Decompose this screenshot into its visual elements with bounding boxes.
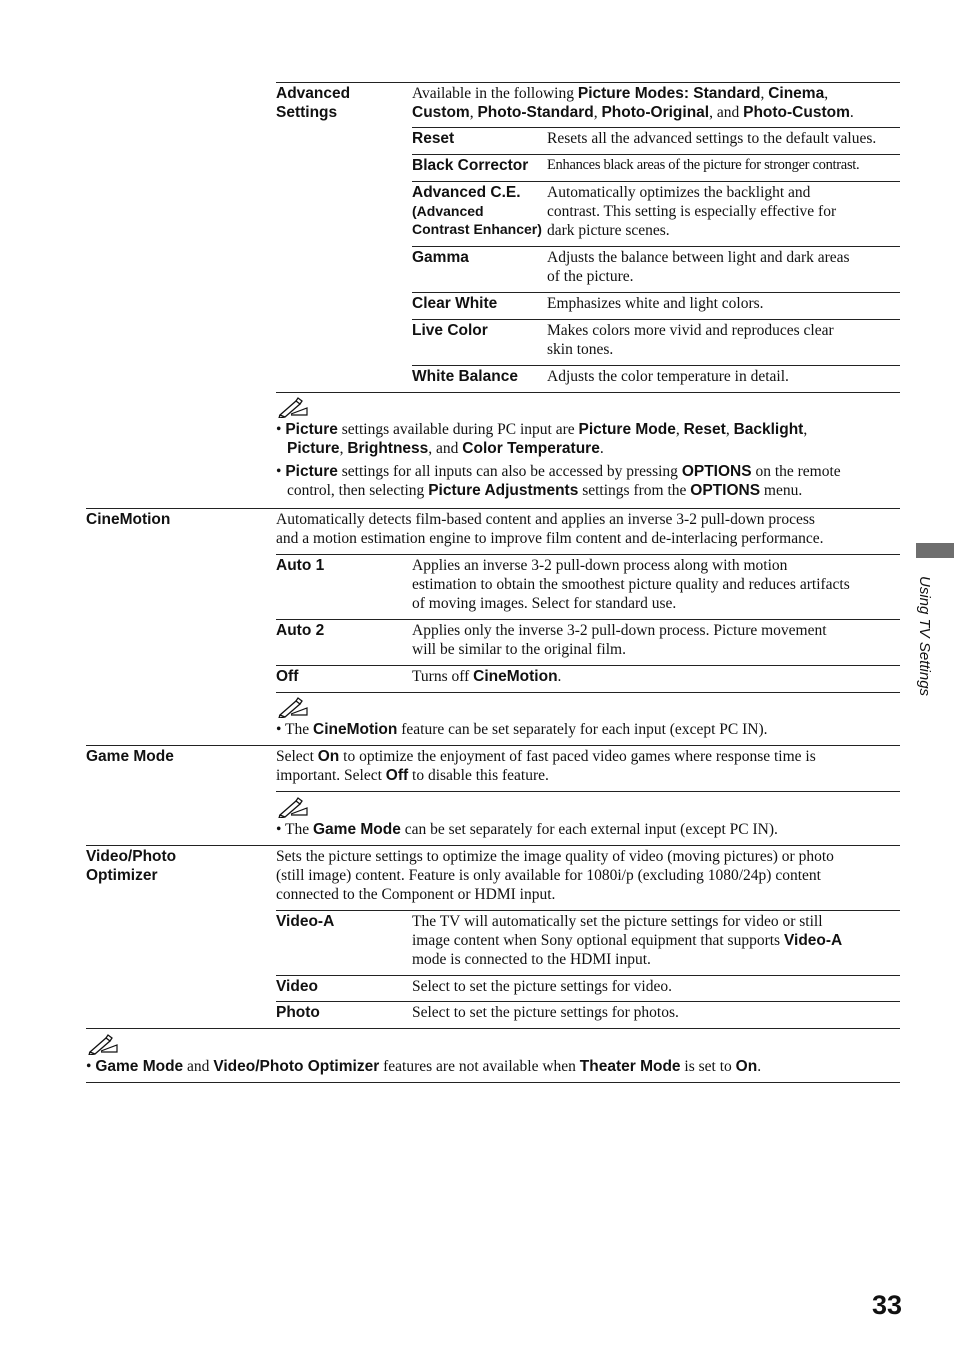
advanced-settings-intro: Available in the following Picture Modes: Standard, Cinema, Custom, Photo-Standard, Photo-Original, and Photo-Custom. <box>412 85 854 121</box>
section-side-label: Using TV Settings <box>916 576 933 697</box>
desc-photo: Select to set the picture settings for photos. <box>412 1004 679 1021</box>
desc-live-color: Makes colors more vivid and reproduces clear skin tones. <box>547 322 834 358</box>
game-mode-note: • The Game Mode can be set separately for each external input (except PC IN). <box>276 821 778 838</box>
term-black-corrector: Black Corrector <box>412 157 529 174</box>
optimizer-intro: Sets the picture settings to optimize the image quality of video (moving pictures) or photo (still image) content. Feature is only available for 1080i/p (excluding 1080/24p) content connected to the Component or HDMI input. <box>276 848 834 903</box>
section-rule <box>86 745 900 746</box>
desc-white-balance: Adjusts the color temperature in detail. <box>547 368 789 385</box>
section-tab-marker <box>916 543 954 558</box>
desc-reset: Resets all the advanced settings to the default values. <box>547 130 877 147</box>
page-number: 33 <box>871 1290 902 1320</box>
section-rule <box>86 845 900 846</box>
desc-video-a: The TV will automatically set the picture settings for video or still image content when Sony optional equipment that supports Video-A mode is connected to the HDMI input. <box>412 913 843 968</box>
game-mode-desc: Select On to optimize the enjoyment of fast paced video games where response time is important. Select Off to disable this feature. <box>276 748 816 784</box>
term-off: Off <box>276 668 299 685</box>
cinemotion-intro: Automatically detects film-based content and applies an inverse 3-2 pull-down process and a motion estimation engine to improve film content and de-interlacing performance. <box>276 511 824 547</box>
section-rule <box>86 1028 900 1029</box>
cinemotion-label: CineMotion <box>86 511 171 528</box>
term-clear-white: Clear White <box>412 295 498 312</box>
term-video: Video <box>276 978 318 995</box>
rule <box>412 154 900 155</box>
cinemotion-note: • The CineMotion feature can be set separately for each input (except PC IN). <box>276 721 768 738</box>
rule <box>412 292 900 293</box>
term-white-balance: White Balance <box>412 368 518 385</box>
rule <box>276 554 900 555</box>
note-pencil-icon <box>277 796 309 818</box>
desc-gamma: Adjusts the balance between light and dark areas of the picture. <box>547 249 850 285</box>
game-mode-label: Game Mode <box>86 748 174 765</box>
desc-black-corrector: Enhances black areas of the picture for stronger contrast. <box>547 157 860 173</box>
note-pencil-icon <box>277 696 309 718</box>
bottom-rule <box>86 1082 900 1083</box>
footer-note: • Game Mode and Video/Photo Optimizer features are not available when Theater Mode is set to On. <box>86 1058 762 1075</box>
desc-advanced-ce: Automatically optimizes the backlight and contrast. This setting is especially effective for dark picture scenes. <box>547 184 837 239</box>
term-auto-2: Auto 2 <box>276 622 325 639</box>
desc-clear-white: Emphasizes white and light colors. <box>547 295 764 312</box>
advanced-note-2: • Picture settings for all inputs can also be accessed by pressing OPTIONS on the remote control, then selecting Picture Adjustments settings from the OPTIONS menu. <box>276 463 841 499</box>
term-reset: Reset <box>412 130 455 147</box>
section-rule <box>86 508 900 509</box>
rule <box>412 246 900 247</box>
term-auto-1: Auto 1 <box>276 557 325 574</box>
rule <box>276 665 900 666</box>
note-pencil-icon <box>277 396 309 418</box>
term-photo: Photo <box>276 1004 320 1021</box>
rule <box>412 365 900 366</box>
rule <box>276 392 900 393</box>
rule <box>412 181 900 182</box>
rule <box>412 319 900 320</box>
advanced-note-1: • Picture settings available during PC input are Picture Mode, Reset, Backlight, Picture, Brightness, and Color Temperature. <box>276 421 808 457</box>
desc-auto-2: Applies only the inverse 3-2 pull-down process. Picture movement will be similar to the original film. <box>412 622 827 658</box>
rule <box>276 791 900 792</box>
advanced-settings-label: Advanced Settings <box>276 85 351 121</box>
desc-video: Select to set the picture settings for video. <box>412 978 672 995</box>
note-pencil-icon <box>87 1033 119 1055</box>
rule <box>276 692 900 693</box>
rule <box>276 1001 900 1002</box>
term-live-color: Live Color <box>412 322 488 339</box>
rule <box>276 975 900 976</box>
desc-auto-1: Applies an inverse 3-2 pull-down process along with motion estimation to obtain the smoothest picture quality and reduces artifacts of moving images. Select for standard use. <box>412 557 850 612</box>
term-video-a: Video-A <box>276 913 335 930</box>
rule <box>276 619 900 620</box>
top-rule <box>276 82 900 83</box>
desc-off: Turns off CineMotion. <box>412 668 562 685</box>
optimizer-label: Video/Photo Optimizer <box>86 848 177 884</box>
term-advanced-ce: Advanced C.E. (Advanced Contrast Enhancer) <box>412 184 542 237</box>
term-gamma: Gamma <box>412 249 469 266</box>
rule <box>276 910 900 911</box>
rule <box>412 127 900 128</box>
